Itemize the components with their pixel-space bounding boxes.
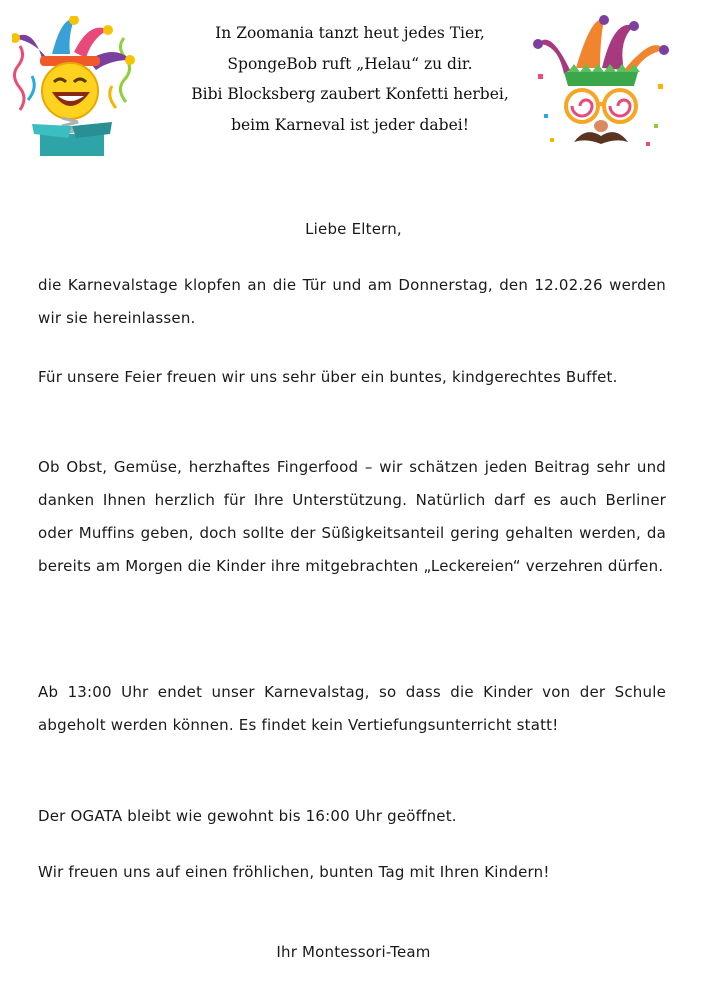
signature: Ihr Montessori-Team [276, 943, 431, 961]
poem-line: In Zoomania tanzt heut jedes Tier, [215, 24, 485, 42]
poem-line: SpongeBob ruft „Helau“ zu dir. [227, 54, 473, 73]
carnival-poem [150, 18, 550, 140]
paragraph: Wir freuen uns auf einen fröhlichen, bunten Tag mit Ihren Kindern! [38, 863, 550, 881]
paragraph: Ob Obst, Gemüse, herzhaftes Fingerfood – wir schätzen jeden Beitrag sehr und danken Ihnen herzlich für Ihre Unterstützung. Natürlich darf es auch Berliner oder Muffins geben, doch sollte der Süßigkeitsanteil gering gehalten werden, da bereits am Morgen die Kinder ihre mitgebrachten „Leckereien“ verzehren dürfen. [38, 458, 666, 575]
paragraph: Für unsere Feier freuen wir uns sehr über ein buntes, kindgerechtes Buffet. [38, 368, 618, 386]
paragraph: Ab 13:00 Uhr endet unser Karnevalstag, so dass die Kinder von der Schule abgeholt werden können. Es findet kein Vertiefungsunterricht statt! [38, 683, 666, 734]
paragraph: die Karnevalstage klopfen an die Tür und am Donnerstag, den 12.02.26 werden wir sie hereinlassen. [38, 276, 666, 327]
poem-line: beim Karneval ist jeder dabei! [231, 115, 469, 134]
poem-line: Bibi Blocksberg zaubert Konfetti herbei, [191, 85, 509, 103]
jester-box-icon [12, 16, 137, 158]
greeting: Liebe Eltern, [305, 220, 402, 238]
paragraph: Der OGATA bleibt wie gewohnt bis 16:00 Uhr geöffnet. [38, 807, 457, 825]
jester-mask-icon [530, 14, 670, 156]
